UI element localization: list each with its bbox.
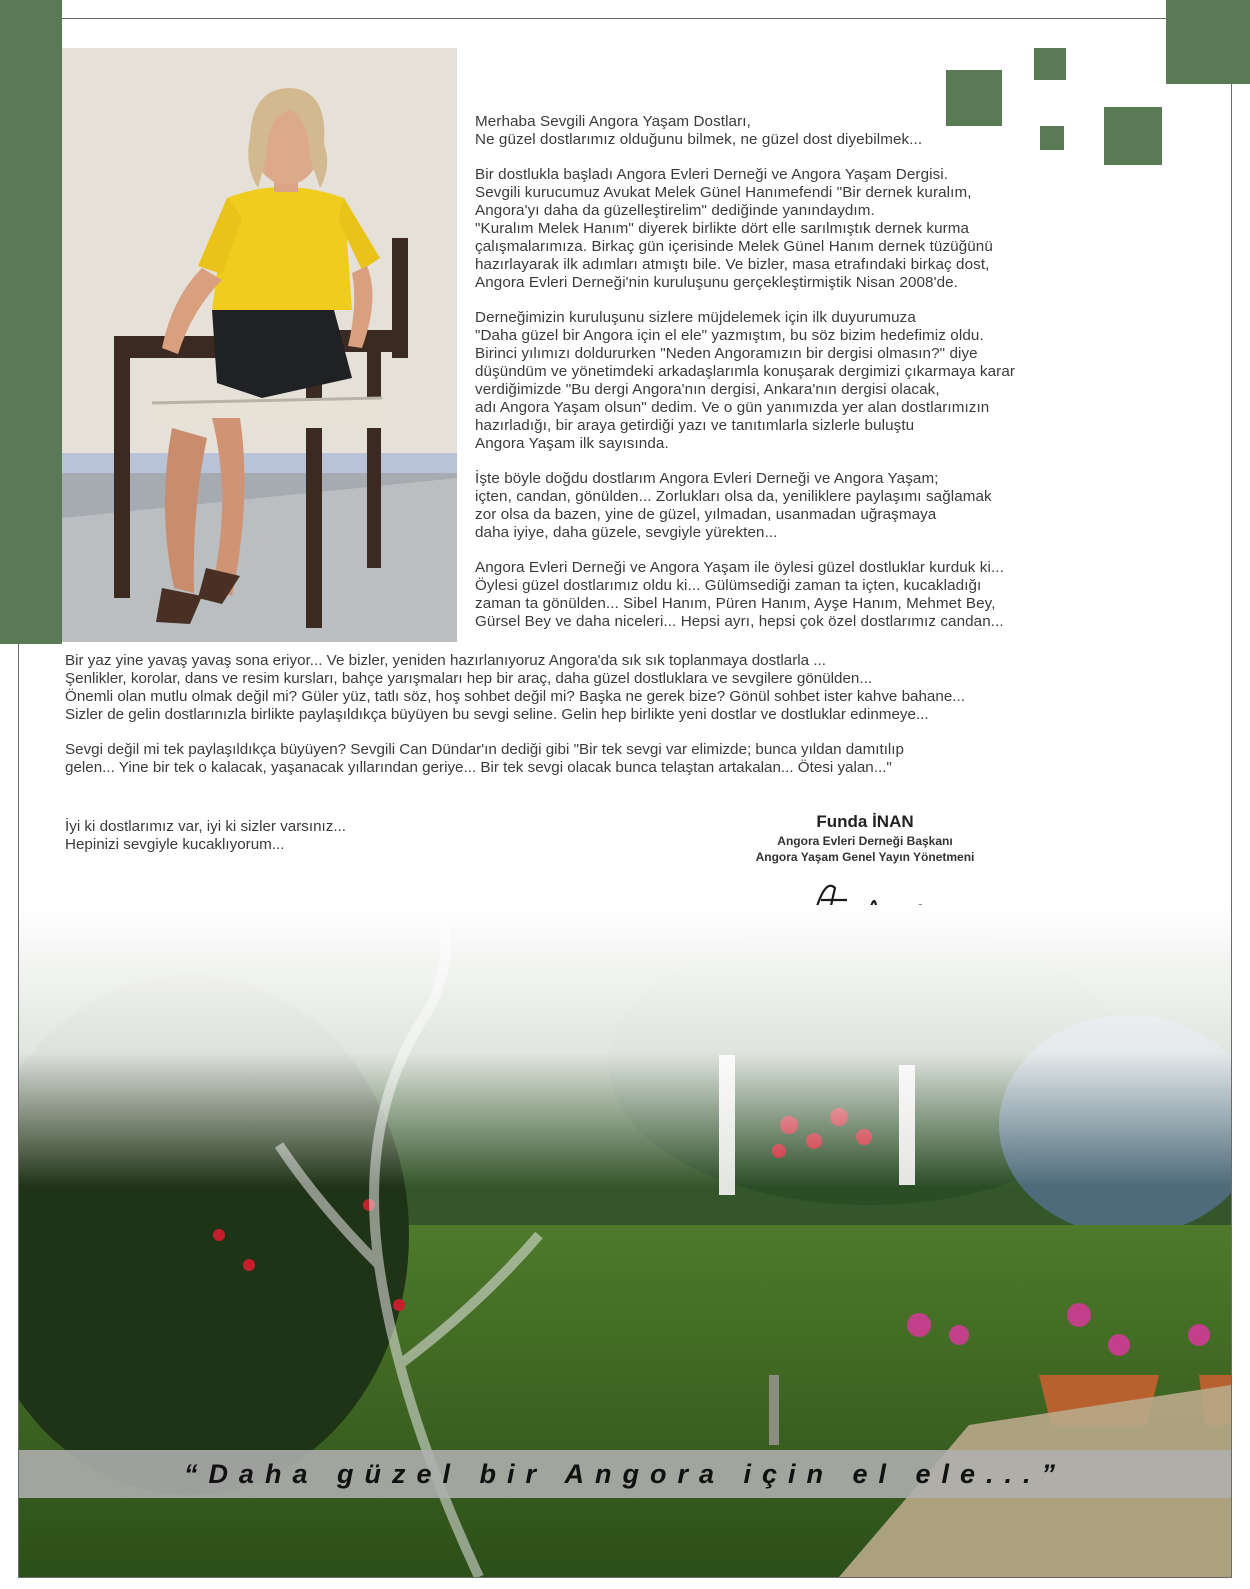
author-portrait bbox=[62, 48, 457, 642]
letter-paragraph: İşte böyle doğdu dostlarım Angora Evleri Derneği ve Angora Yaşam; içten, candan, gönülden... Zorlukları olsa da, yeniliklere paylaşımı sağlamak zor olsa da bazen, yine de güzel, yılmadan, usanmadan uğraşmaya daha iyiye, daha güzele, sevgiyle yürekten... bbox=[475, 470, 992, 541]
letter-paragraph: Angora Evleri Derneği ve Angora Yaşam ile öylesi güzel dostluklar kurduk ki... Öylesi güzel dostlarımız oldu ki... Gülümsediği zaman ta içten, kucakladığı zaman ta gönülden... Sibel Hanım, Püren Hanım, Ayşe Hanım, Mehmet Bey, Gürsel Bey ve daha niceleri... Hepsi ayrı, hepsi çok özel dostlarımız candan... bbox=[475, 559, 1004, 630]
letter-closing: İyi ki dostlarımız var, iyi ki sizler varsınız... Hepinizi sevgiyle kucaklıyorum... bbox=[65, 818, 347, 853]
corner-green-block bbox=[1166, 0, 1250, 84]
motto-text: “Daha güzel bir Angora için el ele...” bbox=[183, 1458, 1067, 1489]
letter-paragraph: Sevgi değil mi tek paylaşıldıkça büyüyen? Sevgili Can Dündar'ın dediği gibi "Bir tek sevgi var elimizde; bunca yıldan damıtılıp gelen... Yine bir tek o kalacak, yaşanacak yıllarından geriye... Bir tek sevgi olacak bunca telaştan artakalan... Ötesi yalan..." bbox=[65, 741, 904, 776]
left-green-bar bbox=[0, 0, 62, 644]
letter-paragraph: Merhaba Sevgili Angora Yaşam Dostları, Ne güzel dostlarımız olduğunu bilmek, ne güzel dost diyebilmek... bbox=[475, 113, 923, 148]
letter-wide-body bbox=[65, 652, 1120, 794]
letter-body bbox=[475, 113, 1115, 648]
decor-square bbox=[1034, 48, 1066, 80]
author-role: Angora Yaşam Genel Yayın Yönetmeni bbox=[755, 850, 975, 864]
author-name: Funda İNAN bbox=[816, 812, 914, 831]
author-role: Angora Evleri Derneği Başkanı bbox=[777, 834, 953, 848]
motto-banner bbox=[19, 1450, 1231, 1498]
letter-paragraph: Bir yaz yine yavaş yavaş sona eriyor... Ve bizler, yeniden hazırlanıyoruz Angora'da sık sık toplanmaya dostlarla ... Şenlikler, korolar, dans ve resim kursları, bahçe yarışmaları hep bir araç, daha güzel dostluklara ve sevgilere gönülden... Önemli olan mutlu olmak değil mi? Güler yüz, tatlı söz, hoş sohbet değil mi? Başka ne gerek bize? Gönül sohbet ister kahve bahane... Sizler de gelin dostlarınızla birlikte paylaşıldıkça büyüyen bu sevgi seline. Gelin hep birlikte yeni dostlar ve dostluklar edinmeye... bbox=[65, 652, 965, 723]
letter-paragraph: Derneğimizin kuruluşunu sizlere müjdelemek için ilk duyurumuza "Daha güzel bir Angora için el ele" yazmıştım, bu söz bizim hedefimiz oldu. Birinci yılımızı doldururken "Neden Angoramızın bir dergisi olmasın?" diye düşündüm ve yönetimdeki arkadaşlarımla konuşarak dergimizi çıkarmaya karar verdiğimizde "Bu dergi Angora'nın dergisi, Ankara'nın dergisi olacak, adı Angora Yaşam olsun" dedim. Ve o gün yanımızda yer alan dostlarımızın hazırladığı, bir araya getirdiği yazı ve tanıtımlarla sizlerle buluştu Angora Yaşam ilk sayısında. bbox=[475, 309, 1016, 452]
letter-paragraph: Bir dostlukla başladı Angora Evleri Derneği ve Angora Yaşam Dergisi. Sevgili kurucumuz Avukat Melek Günel Hanımefendi "Bir dernek kuralım, Angora'yı daha da güzelleştirelim" dediğinde yanındaydım. "Kuralım Melek Hanım" diyerek birlikte dört elle sarılmıştık dernek kurma çalışmalarımıza. Birkaç gün içerisinde Melek Günel Hanım dernek tüzüğünü hazırlayarak ilk adımları atmıştı bile. Ve bizler, masa etrafındaki birkaç dost, Angora Evleri Derneği'nin kuruluşunu gerçekleştirmiştik Nisan 2008'de. bbox=[475, 166, 993, 291]
